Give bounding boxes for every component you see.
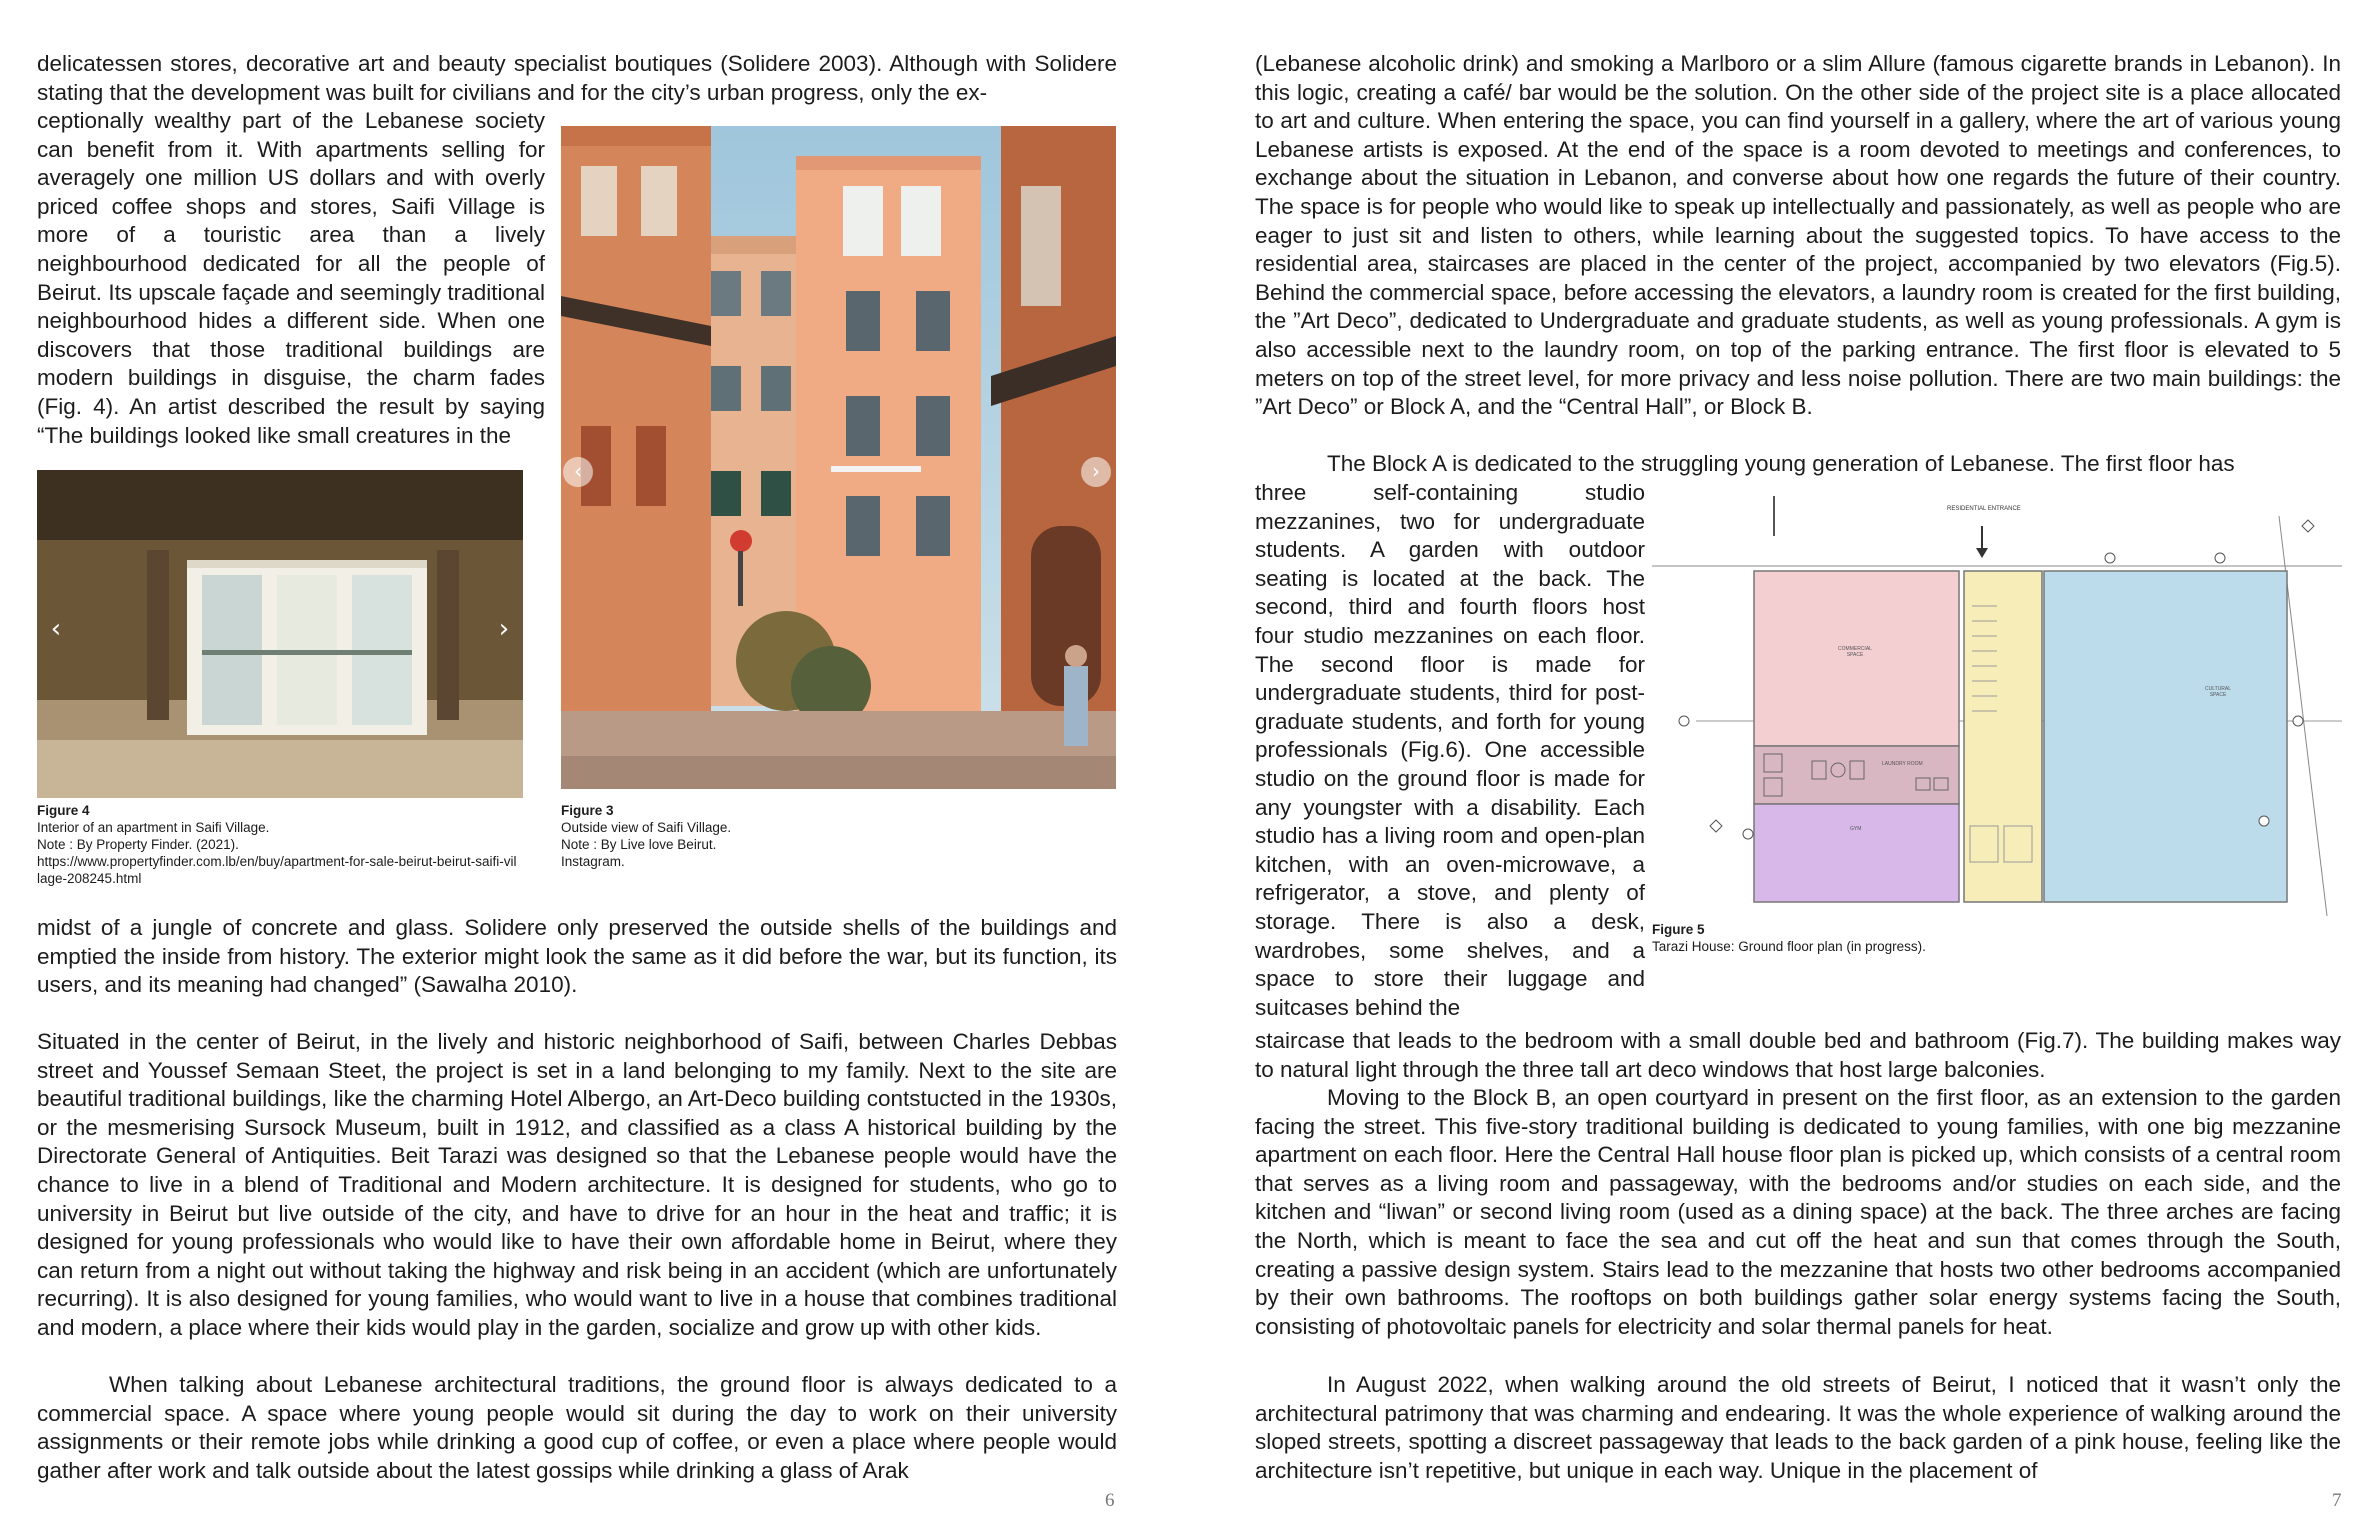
plan-label-entrance: RESIDENTIAL ENTRANCE bbox=[1947, 506, 2021, 512]
figure-3-prev-arrow-icon[interactable]: ‹ bbox=[563, 457, 593, 487]
figure-4-photo bbox=[37, 470, 523, 798]
floor-plan-drawing bbox=[1652, 496, 2342, 916]
figure-5-caption bbox=[1652, 921, 2252, 955]
left-page bbox=[0, 0, 1189, 1536]
figure-4-next-arrow-icon[interactable]: › bbox=[498, 614, 510, 644]
paragraph-august-2022: In August 2022, when walking around the old streets of Beirut, I noticed that it wasn’t only the architectural patrimony that was charming and endearing. It was the whole experience of walking around the sloped streets, spotting a discreet passageway that leads to the back garden of a pink house, feeling like the architecture isn’t repetitive, but unique in each way. Unique in the placement of bbox=[1255, 1372, 2341, 1483]
figure-3-next-arrow-icon[interactable]: › bbox=[1081, 457, 1111, 487]
paragraph-architectural-traditions: When talking about Lebanese architectural traditions, the ground floor is always dedicated to a commercial space. A space where young people would sit during the day to work on their university assignments or their remote jobs while drinking a good cup of coffee, or even a place where people would gather after work and talk outside about the latest gossips while drinking a glass of Arak bbox=[37, 1372, 1117, 1483]
plan-label-commercial: COMMERCIAL SPACE bbox=[1838, 646, 1872, 658]
figure-4-label: Figure 4 bbox=[37, 803, 90, 818]
figure-4-note: Note : By Property Finder. (2021). bbox=[37, 837, 239, 852]
figure-3-label: Figure 3 bbox=[561, 803, 614, 818]
paragraph-situated: Situated in the center of Beirut, in the lively and historic neighborhood of Saifi, between Charles Debbas street and Youssef Semaan Steet, the project is set in a land belonging to my family. Next to the site are beautiful traditional buildings, like the charming Hotel Albergo, an Art-Deco building contstucted in the 1930s, or the mesmerising Sursock Museum, built in 1912, and classified as a class A historical building by the Directorate General of Antiquities. Beit Tarazi was designed so that the Lebanese people would have the chance to live in a blend of Traditional and Modern architecture. It is designed for students, who go to university in Beirut but live outside of the city, and have to drive for an hour in the heat and traffic; it is designed for young professionals who would like to have their own affordable home in Beirut, where they can return from a night out without taking the highway and risk being in an accident (which are unfortunately recurring). It is also designed for young families, who would want to live in a house that combines traditional and modern, a place where their kids would play in the garden, socialize and grow up with other kids. bbox=[37, 1029, 1117, 1340]
figure-3-title: Outside view of Saifi Village. bbox=[561, 820, 732, 835]
plan-label-laundry: LAUNDRY ROOM bbox=[1882, 761, 1923, 767]
figure-5-floor-plan bbox=[1652, 496, 2342, 916]
figure-4-title: Interior of an apartment in Saifi Village. bbox=[37, 820, 270, 835]
paragraph-intro-column: ceptionally wealthy part of the Lebanese society can benefit from it. With apartments selling for averagely one million US dollars and with overly priced coffee shops and stores, Saifi Village is more of a touristic area than a lively neighbourhood dedicated for all the people of Beirut. Its upscale façade and seemingly traditional neighbourhood hides a different side. When one discovers that those traditional buildings are modern buildings in disguise, the charm fades (Fig. 4). An artist described the result by saying “The buildings looked like small creatures in the bbox=[37, 108, 545, 448]
figure-3-photo bbox=[561, 126, 1116, 789]
plan-label-cultural: CULTURAL SPACE bbox=[2204, 686, 2232, 698]
figure-3-source: Instagram. bbox=[561, 854, 625, 869]
figure-5-title: Tarazi House: Ground floor plan (in progress). bbox=[1652, 939, 1926, 954]
figure-5-label: Figure 5 bbox=[1652, 922, 1705, 937]
paragraph-intro-top: delicatessen stores, decorative art and beauty specialist boutiques (Solidere 2003). Although with Solidere stating that the development was built for civilians and for the city’s urban progress, only the ex- bbox=[37, 51, 1117, 105]
figure-4-url[interactable]: https://www.propertyfinder.com.lb/en/buy/apartment-for-sale-beirut-beirut-saifi-village-208245.html bbox=[37, 854, 517, 886]
page-number-left: 6 bbox=[1105, 1490, 1115, 1511]
paragraph-top: (Lebanese alcoholic drink) and smoking a Marlboro or a slim Allure (famous cigarette brands in Lebanon). In this logic, creating a café/ bar would be the solution. On the other side of the project site is a place allocated to art and culture. When entering the space, you can find yourself in a gallery, where the art of various young Lebanese artists is exposed. At the end of the space is a room devoted to meetings and conferences, to exchange about the situation in Lebanon, and converse about how one regards the future of their country. The space is for people who would like to speak up intellectually and passionately, as well as people who are eager to just sit and listen to others, while learning about the suggested topics. To have access to the residential area, staircases are placed in the center of the project, accompanied by two elevators (Fig.5). Behind the commercial space, before accessing the elevators, a laundry room is created for the first building, the ”Art Deco”, dedicated to Undergraduate and graduate students, as well as young professionals. A gym is also accessible next to the laundry room, on top of the parking entrance. The first floor is elevated to 5 meters on top of the street level, for more privacy and less noise pollution. There are two main buildings: the ”Art Deco” or Block A, and the “Central Hall”, or Block B. bbox=[1255, 51, 2341, 420]
saifi-street-illustration bbox=[561, 126, 1116, 789]
apartment-interior-illustration bbox=[37, 470, 523, 798]
paragraph-block-a-end: staircase that leads to the bedroom with a small double bed and bathroom (Fig.7). The building makes way to natural light through the three tall art deco windows that host large balconies. bbox=[1255, 1028, 2341, 1082]
page-number-right: 7 bbox=[2332, 1490, 2342, 1511]
figure-3-note: Note : By Live love Beirut. bbox=[561, 837, 717, 852]
right-page bbox=[1189, 0, 2379, 1536]
paragraph-block-a-lead: The Block A is dedicated to the struggling young generation of Lebanese. The first floor has bbox=[1327, 451, 2235, 476]
paragraph-quote-end: midst of a jungle of concrete and glass. Solidere only preserved the outside shells of the buildings and emptied the inside from history. The exterior might look the same as it did before the war, but its function, its users, and its meaning had changed” (Sawalha 2010). bbox=[37, 915, 1117, 998]
paragraph-block-b: Moving to the Block B, an open courtyard in present on the first floor, as an extension to the garden facing the street. This five-story traditional building is dedicated to young families, with one big mezzanine apartment on each floor. Here the Central Hall house floor plan is picked up, which consists of a central room that serves as a living room and passageway, with the bedrooms and/or studies on each side, and the kitchen and “liwan” or second living room (used as a dining space) at the back. The three arches are facing the North, which is meant to face the sea and cut off the heat and sun that comes through the South, creating a passive design system. Stairs lead to the mezzanine that hosts two other bedrooms accompanied by their own bathrooms. The rooftops on both buildings gather solar energy systems facing the South, consisting of photovoltaic panels for electricity and solar thermal panels for heat. bbox=[1255, 1085, 2341, 1339]
figure-4-caption bbox=[37, 802, 517, 887]
figure-4-prev-arrow-icon[interactable]: ‹ bbox=[50, 614, 62, 644]
plan-label-gym: GYM bbox=[1850, 826, 1862, 832]
figure-3-caption bbox=[561, 802, 961, 870]
paragraph-block-a-column: three self-containing studio mezzanines, two for undergraduate students. A garden with outdoor seating is located at the back. The second, third and fourth floors host four studio mezzanines on each floor. The second floor is made for undergraduate students, third for post-graduate students, and forth for young professionals (Fig.6). One accessible studio on the ground floor is made for any youngster with a disability. Each studio has a living room and open-plan kitchen, with an oven-microwave, a refrigerator, a stove, and plenty of storage. There is also a desk, wardrobes, some shelves, and a space to store their luggage and suitcases behind the bbox=[1255, 480, 1645, 1020]
